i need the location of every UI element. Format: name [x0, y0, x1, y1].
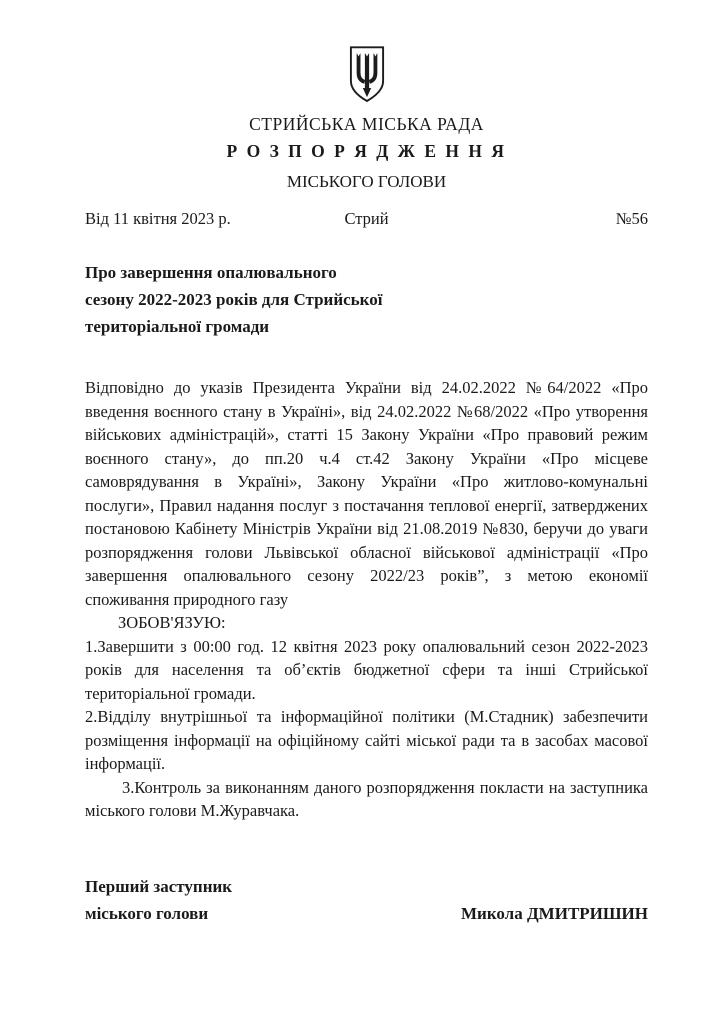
signature-name: Микола ДМИТРИШИН: [461, 903, 648, 923]
ukraine-trident-emblem-icon: [344, 45, 390, 111]
signature-block: [85, 873, 648, 927]
meta-row: [85, 208, 648, 230]
org-name: СТРИЙСЬКА МІСЬКА РАДА: [249, 114, 484, 134]
order-item-2: 2.Відділу внутрішньої та інформаційної політики (М.Стадник) забезпечити розміщення інформації на офіційному сайті міської ради та в засобах масової інформації.: [85, 707, 648, 773]
doc-number: №56: [615, 209, 649, 228]
subject-line: територіальної громади: [85, 317, 270, 336]
issuer-line: МІСЬКОГО ГОЛОВИ: [286, 172, 447, 191]
doc-type-title: Р О З П О Р Я Д Ж Е Н Н Я: [226, 141, 507, 161]
subject-line: сезону 2022-2023 років для Стрийської: [85, 290, 383, 309]
order-item-3: 3.Контроль за виконанням даного розпорядження покласти на заступника міського голови М.Журавчака.: [85, 777, 648, 820]
signature-position-line: міського голови: [85, 903, 209, 923]
doc-place: Стрий: [344, 209, 389, 228]
order-heading: ЗОБОВ'ЯЗУЮ:: [118, 613, 226, 632]
signature-position: [85, 873, 232, 927]
preamble-paragraph: Відповідно до указів Президента України від 24.02.2022 №64/2022 «Про введення воєнного стану в Україні», від 24.02.2022 №68/2022 «Про утворення військових адміністрацій», статті 15 Закону України «Про правовий режим воєнного стану», до пп.20 ч.4 ст.42 Закону України «Про місцеве самоврядування в Україні», Закону України «Про житлово-комунальні послуги», Правил надання послуг з постачання теплової енергії, затверджених постановою Кабінету Міністрів України від 21.08.2019 №830, беручи до уваги розпорядження голови Львівської обласної військової адміністрації «Про завершення опалювального сезону 2022/23 років”, з метою економії споживання природного газу: [85, 378, 648, 609]
signature-position-line: Перший заступник: [85, 876, 233, 896]
emblem-container: [85, 45, 648, 111]
doc-date: Від 11 квітня 2023 р.: [85, 209, 231, 228]
order-item-1: 1.Завершити з 00:00 год. 12 квітня 2023 року опалювальний сезон 2022-2023 років для населення та об’єктів бюджетної сфери та інші Стрийської територіальної громади.: [85, 636, 648, 703]
subject-block: [85, 259, 648, 340]
subject-line: Про завершення опалювального: [85, 263, 337, 282]
